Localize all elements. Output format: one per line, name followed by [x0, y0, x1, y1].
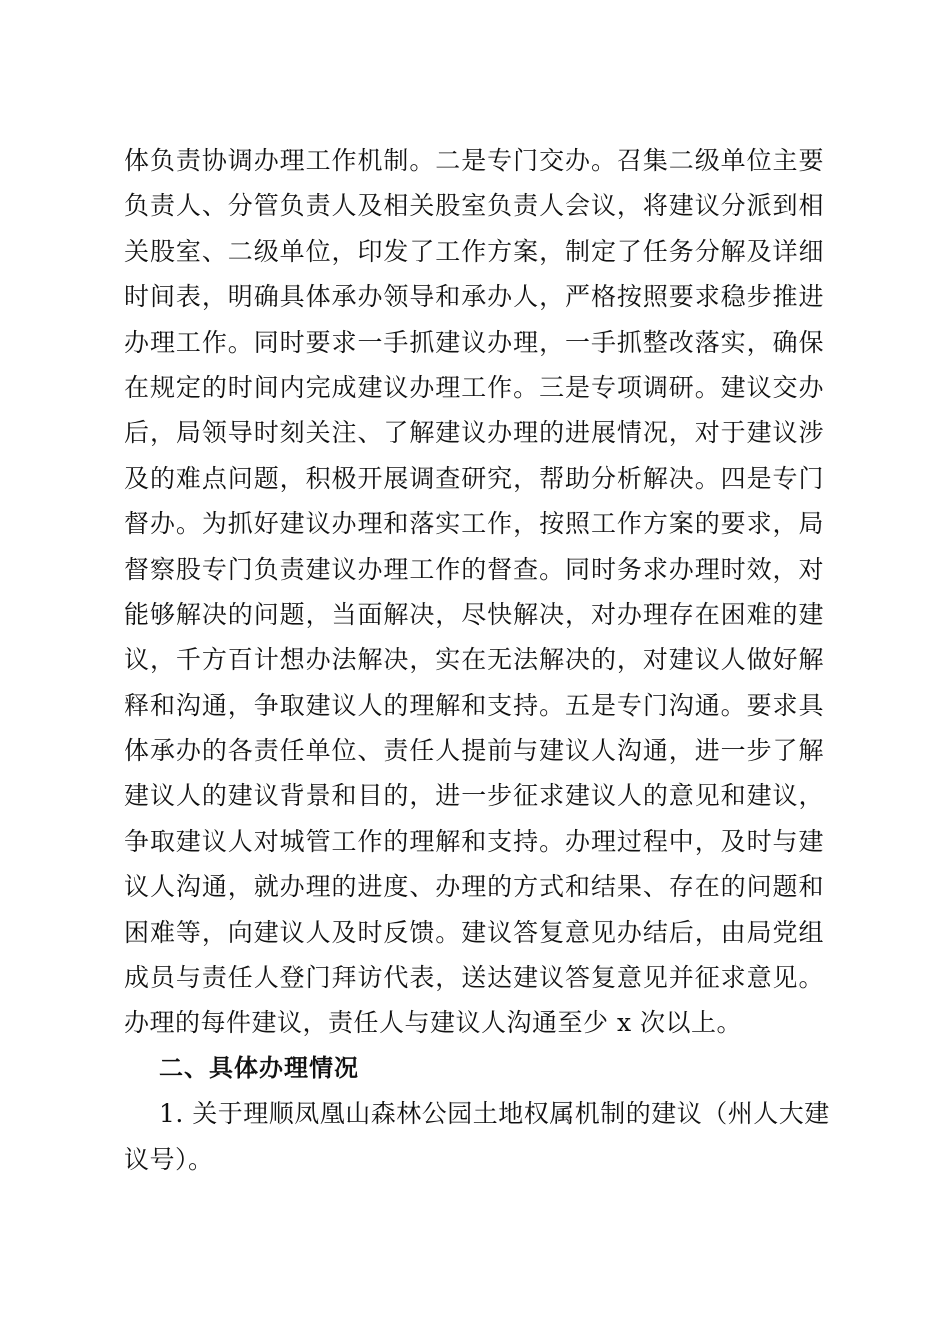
section-heading: 二、具体办理情况: [159, 1053, 359, 1082]
document-body: [124, 138, 830, 1182]
paragraph-line: 释和沟通，争取建议人的理解和支持。五是专门沟通。要求具: [124, 690, 824, 720]
paragraph-line: 督察股专门负责建议办理工作的督查。同时务求办理时效，对: [124, 554, 824, 584]
paragraph-line: 办理的每件建议，责任人与建议人沟通至少 x 次以上。: [124, 1008, 742, 1038]
paragraph-line: 时间表，明确具体承办领导和承办人，严格按照要求稳步推进: [124, 282, 824, 312]
paragraph-line: 体负责协调办理工作机制。二是专门交办。召集二级单位主要: [124, 146, 824, 175]
item-line: 议号）。: [124, 1144, 214, 1174]
paragraph-line: 在规定的时间内完成建议办理工作。三是专项调研。建议交办: [124, 372, 824, 402]
paragraph-line: 关股室、二级单位，印发了工作方案，制定了任务分解及详细: [124, 236, 824, 266]
paragraph-line: 成员与责任人登门拜访代表，送达建议答复意见并征求意见。: [124, 963, 824, 993]
paragraph-line: 办理工作。同时要求一手抓建议办理，一手抓整改落实，确保: [124, 327, 824, 357]
item-line: 1. 关于理顺凤凰山森林公园土地权属机制的建议（州人大建: [159, 1099, 830, 1129]
paragraph-line: 能够解决的问题，当面解决，尽快解决，对办理存在困难的建: [124, 599, 824, 629]
paragraph-line: 及的难点问题，积极开展调查研究，帮助分析解决。四是专门: [124, 463, 824, 493]
paragraph-line: 困难等，向建议人及时反馈。建议答复意见办结后，由局党组: [124, 917, 824, 947]
paragraph-line: 后，局领导时刻关注、了解建议办理的进展情况，对于建议涉: [124, 418, 824, 448]
paragraph-line: 议，千方百计想办法解决，实在无法解决的，对建议人做好解: [124, 645, 824, 675]
paragraph-line: 建议人的建议背景和目的，进一步征求建议人的意见和建议，: [124, 781, 824, 811]
paragraph-line: 议人沟通，就办理的进度、办理的方式和结果、存在的问题和: [124, 872, 824, 902]
paragraph-line: 督办。为抓好建议办理和落实工作，按照工作方案的要求，局: [124, 509, 824, 539]
paragraph-line: 争取建议人对城管工作的理解和支持。办理过程中，及时与建: [124, 826, 824, 856]
paragraph-line: 负责人、分管负责人及相关股室负责人会议，将建议分派到相: [124, 191, 824, 221]
paragraph-line: 体承办的各责任单位、责任人提前与建议人沟通，进一步了解: [124, 736, 824, 766]
